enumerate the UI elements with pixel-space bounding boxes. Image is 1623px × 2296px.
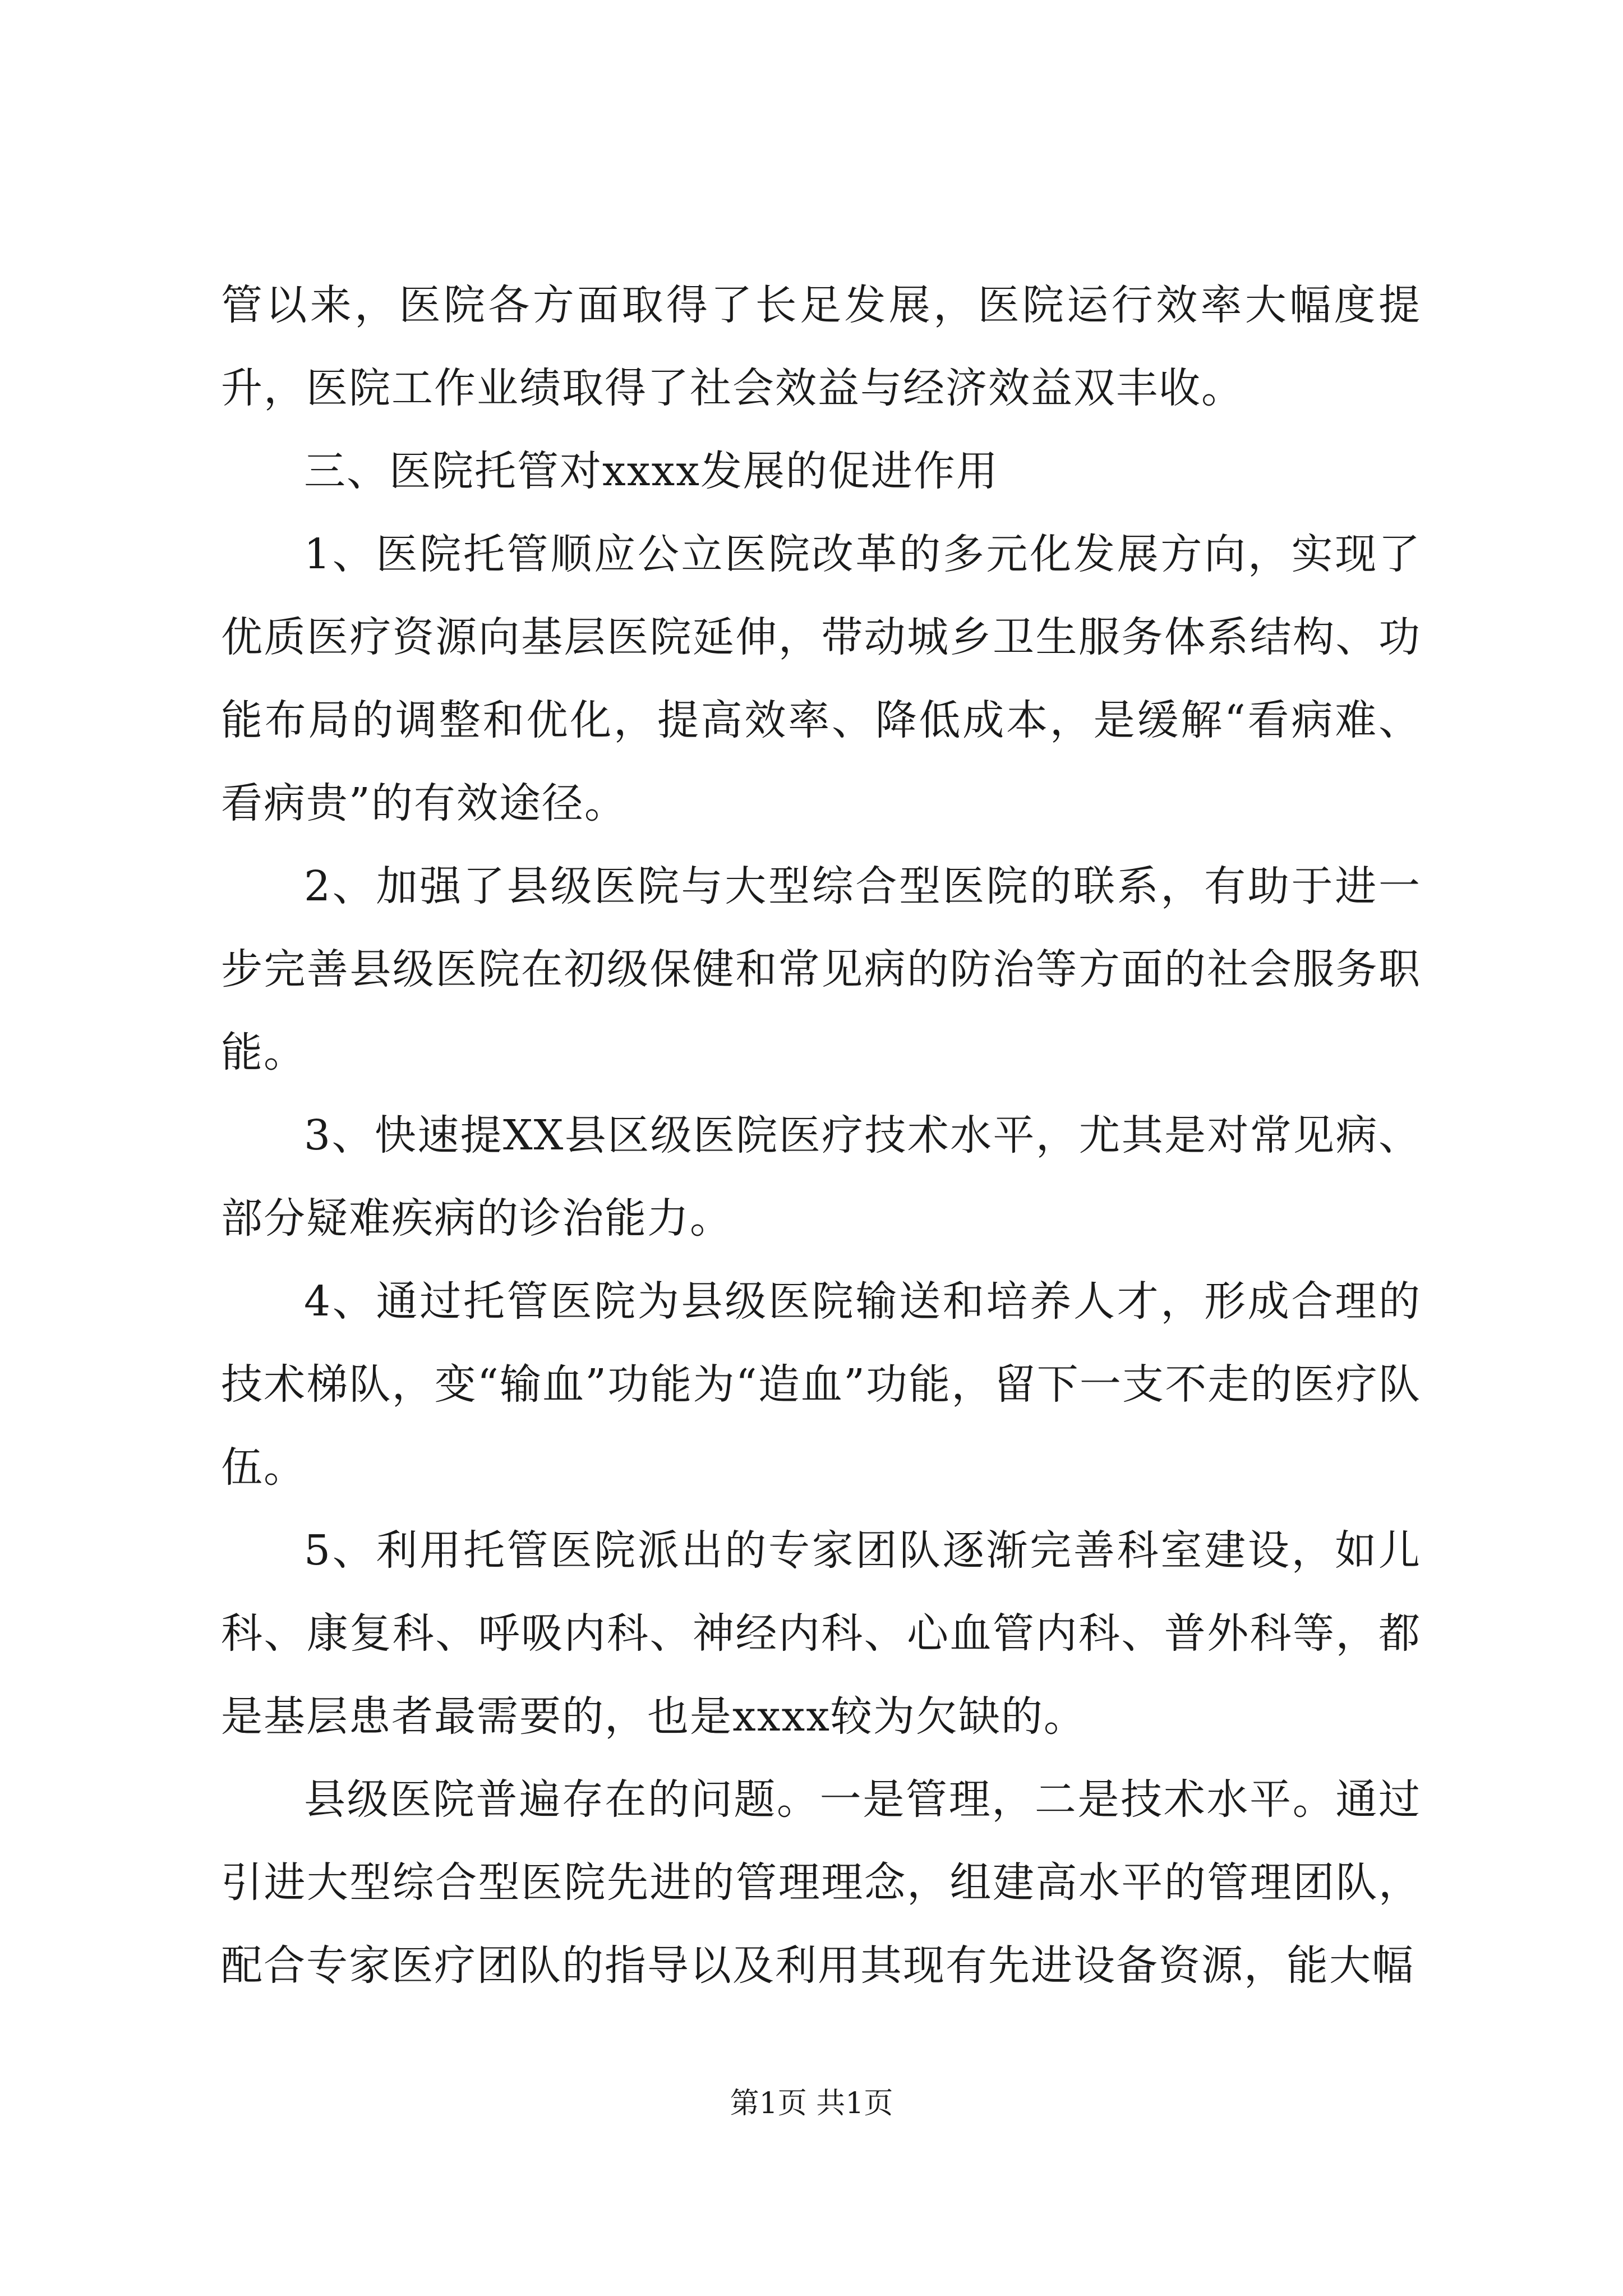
paragraph-item-2: 2、加强了县级医院与大型综合型医院的联系，有助于进一步完善县级医院在初级保健和常见病的防治等方面的社会服务职能。 (221, 862, 1421, 1076)
paragraph-item-1: 1、医院托管顺应公立医院改革的多元化发展方向，实现了优质医疗资源向基层医院延伸，带动城乡卫生服务体系结构、功能布局的调整和优化，提高效率、降低成本，是缓解“看病难、看病贵”的有效途径。 (221, 530, 1421, 827)
paragraph-item-5: 5、利用托管医院派出的专家团队逐渐完善科室建设，如儿科、康复科、呼吸内科、神经内科、心血管内科、普外科等，都是基层患者最需要的，也是xxxx较为欠缺的。 (221, 1526, 1421, 1741)
paragraph-continuation: 管以来，医院各方面取得了长足发展，医院运行效率大幅度提升，医院工作业绩取得了社会效益与经济效益双丰收。 (221, 281, 1421, 412)
page-footer (0, 2084, 1623, 2123)
paragraph-item-3: 3、快速提XX县区级医院医疗技术水平，尤其是对常见病、部分疑难疾病的诊治能力。 (221, 1111, 1421, 1243)
document-body (221, 264, 1421, 2007)
paragraph-item-4: 4、通过托管医院为县级医院输送和培养人才，形成合理的技术梯队，变“输血”功能为“造血”功能，留下一支不走的医疗队伍。 (221, 1277, 1421, 1492)
section-heading: 三、医院托管对xxxx发展的促进作用 (304, 447, 999, 495)
page-number-label: 第1页 共1页 (730, 2087, 893, 2120)
paragraph-summary: 县级医院普遍存在的问题。一是管理，二是技术水平。通过引进大型综合型医院先进的管理理念，组建高水平的管理团队，配合专家医疗团队的指导以及利用其现有先进设备资源，能大幅 (221, 1775, 1421, 1990)
